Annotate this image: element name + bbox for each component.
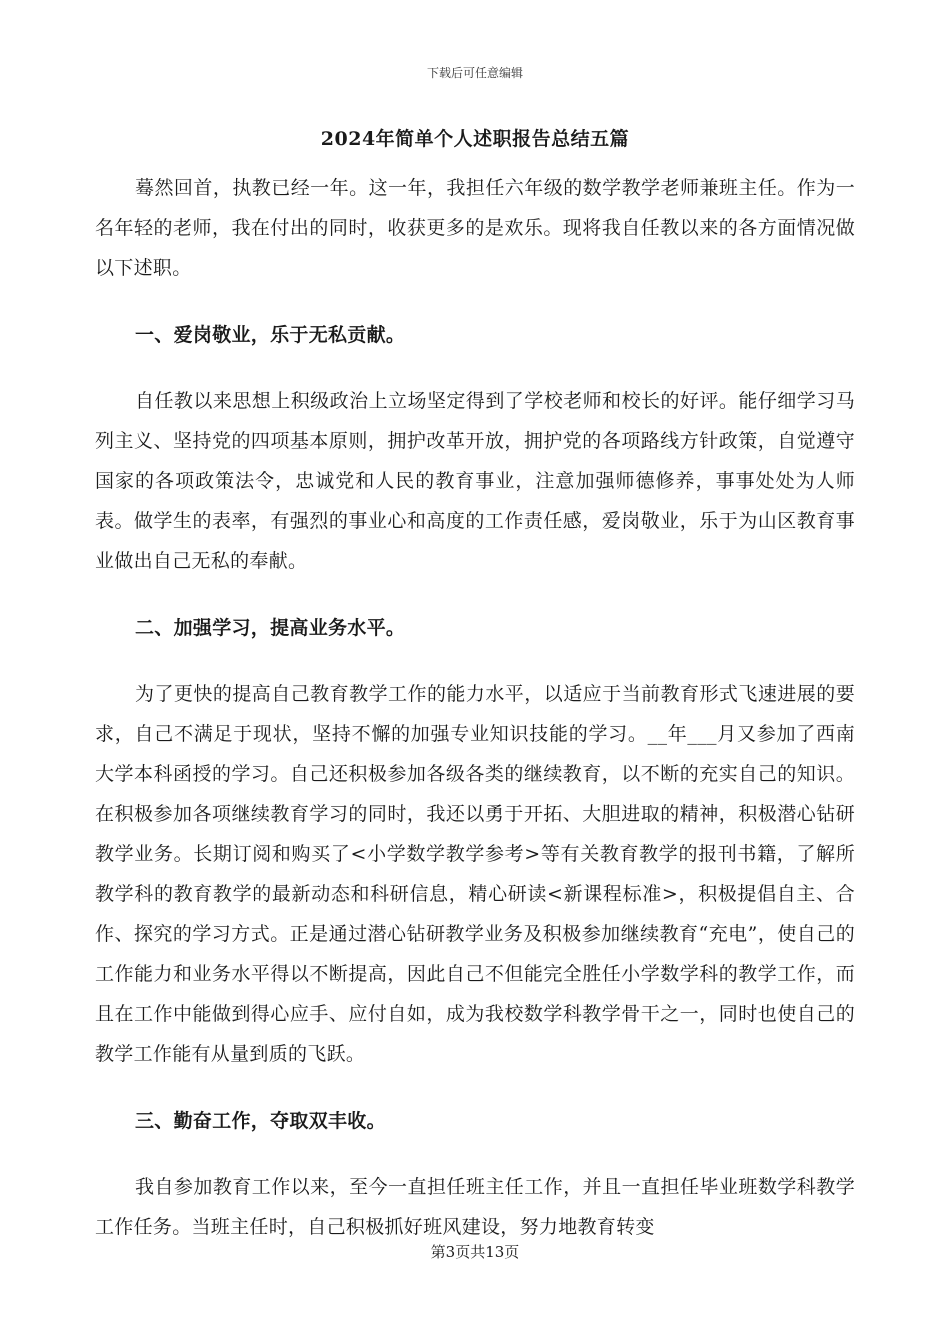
section-heading-2: 二、加强学习，提高业务水平。 — [135, 617, 406, 639]
section-body-1: 自任教以来思想上积级政治上立场坚定得到了学校老师和校长的好评。能仔细学习马列主义、坚持党的四项基本原则，拥护改革开放，拥护党的各项路线方针政策，自觉遵守国家的各项政策法令，忠诚党和人民的教育事业，注意加强师德修养，事事处处为人师表。做学生的表率，有强烈的事业心和高度的工作责任感，爱岗敬业，乐于为山区教育事业做出自己无私的奉献。 — [95, 390, 855, 572]
section-heading-3: 三、勤奋工作，夺取双丰收。 — [135, 1110, 386, 1132]
document-body — [95, 168, 855, 1247]
header-note: 下载后可任意编辑 — [426, 66, 523, 80]
document-title: 2024年简单个人述职报告总结五篇 — [320, 128, 630, 150]
section-heading-1: 一、爱岗敬业，乐于无私贡献。 — [135, 324, 406, 346]
page-number: 第3页共13页 — [430, 1243, 520, 1261]
section-body-2: 为了更快的提高自己教育教学工作的能力水平，以适应于当前教育形式飞速进展的要求，自己不满足于现状，坚持不懈的加强专业知识技能的学习。__年___月又参加了西南大学本科函授的学习。自己还积极参加各级各类的继续教育，以不断的充实自己的知识。在积极参加各项继续教育学习的同时，我还以勇于开拓、大胆进取的精神，积极潜心钻研教学业务。长期订阅和购买了<小学数学教学参考>等有关教育教学的报刊书籍，了解所教学科的教育教学的最新动态和科研信息，精心研读<新课程标准>，积极提倡自主、合作、探究的学习方式。正是通过潜心钻研教学业务及积极参加继续教育“充电”，使自己的工作能力和业务水平得以不断提高，因此自己不但能完全胜任小学数学科的教学工作，而且在工作中能做到得心应手、应付自如，成为我校数学科教学骨干之一，同时也使自己的教学工作能有从量到质的飞跃。 — [95, 683, 855, 1065]
intro-paragraph: 蓦然回首，执教已经一年。这一年，我担任六年级的数学教学老师兼班主任。作为一名年轻的老师，我在付出的同时，收获更多的是欢乐。现将我自任教以来的各方面情况做以下述职。 — [95, 177, 855, 279]
section-body-3: 我自参加教育工作以来，至今一直担任班主任工作，并且一直担任毕业班数学科教学工作任务。当班主任时，自己积极抓好班风建设，努力地教育转变 — [95, 1176, 855, 1238]
